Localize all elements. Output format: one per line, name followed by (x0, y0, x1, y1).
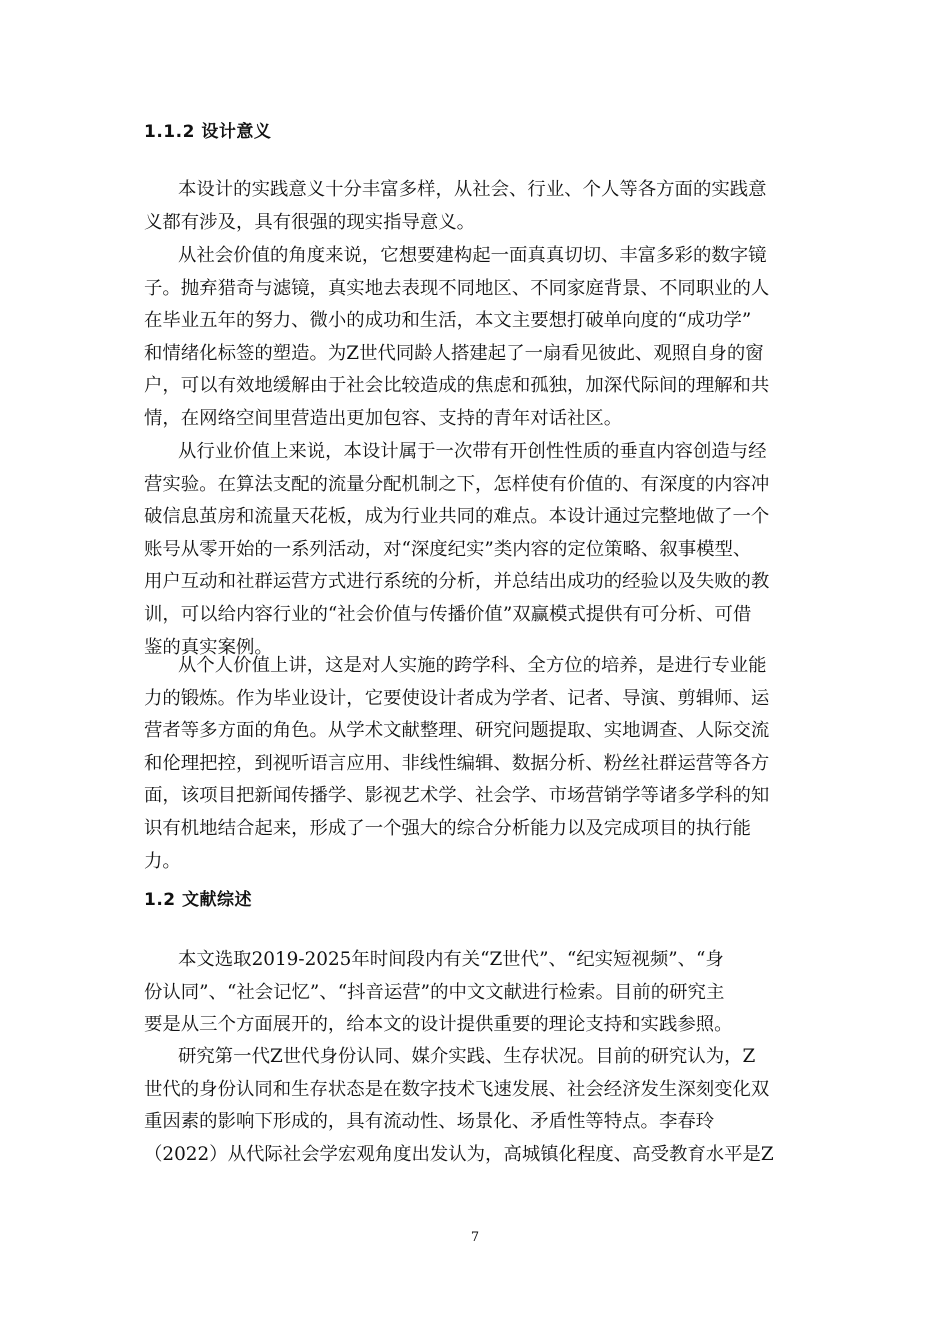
paragraph-practical-significance (144, 174, 808, 239)
text-line: 力的锻炼。作为毕业设计，它要使设计者成为学者、记者、导演、剪辑师、运 (144, 687, 770, 709)
section-heading-1-1-2: 1.1.2 设计意义 (144, 122, 272, 142)
text-line: 从社会价值的角度来说，它想要建构起一面真真切切、丰富多彩的数字镜 (178, 245, 767, 266)
text-line: 本设计的实践意义十分丰富多样，从社会、行业、个人等各方面的实践意 (178, 179, 767, 200)
text-line: 训，可以给内容行业的“社会价值与传播价值”双赢模式提供有可分析、可借 (144, 603, 752, 625)
text-line: 账号从零开始的一系列活动，对“深度纪实”类内容的定位策略、叙事模型、 (144, 538, 752, 560)
paragraph-industry-value (144, 436, 808, 664)
text-line: 要是从三个方面展开的，给本文的设计提供重要的理论支持和实践参照。 (144, 1014, 733, 1036)
text-line: 子。抛弃猎奇与滤镜，真实地去表现不同地区、不同家庭背景、不同职业的人 (144, 277, 770, 299)
text-line: 重因素的影响下形成的，具有流动性、场景化、矛盾性等特点。李春玲 (144, 1111, 715, 1133)
text-line: 研究第一代Z世代身份认同、媒介实践、生存状况。目前的研究认为，Z (178, 1046, 756, 1067)
text-line: 鉴的真实案例。 (144, 636, 273, 658)
paragraph-personal-value (144, 650, 808, 878)
paragraph-literature-scope (144, 944, 808, 1042)
text-line: 世代的身份认同和生存状态是在数字技术飞速发展、社会经济发生深刻变化双 (144, 1078, 770, 1100)
text-line: 力。 (144, 850, 181, 872)
paragraph-z-generation-research (144, 1041, 808, 1171)
text-line: 从行业价值上来说，本设计属于一次带有开创性性质的垂直内容创造与经 (178, 441, 767, 462)
text-line: 义都有涉及，具有很强的现实指导意义。 (144, 211, 476, 233)
text-line: 识有机地结合起来，形成了一个强大的综合分析能力以及完成项目的执行能 (144, 817, 751, 839)
text-line: 份认同”、“社会记忆”、“抖音运营”的中文文献进行检索。目前的研究主 (144, 981, 725, 1003)
text-line: 情，在网络空间里营造出更加包容、支持的青年对话社区。 (144, 407, 623, 429)
text-line: （2022）从代际社会学宏观角度出发认为，高城镇化程度、高受教育水平是Z (144, 1143, 774, 1165)
text-line: 面，该项目把新闻传播学、影视艺术学、社会学、市场营销学等诸多学科的知 (144, 785, 770, 807)
text-line: 营实验。在算法支配的流量分配机制之下，怎样使有价值的、有深度的内容冲 (144, 473, 770, 495)
text-line: 本文选取2019-2025年时间段内有关“Z世代”、“纪实短视频”、“身 (178, 949, 724, 970)
section-heading-1-2: 1.2 文献综述 (144, 890, 253, 910)
text-line: 营者等多方面的角色。从学术文献整理、研究问题提取、实地调查、人际交流 (144, 720, 770, 742)
text-line: 从个人价值上讲，这是对人实施的跨学科、全方位的培养，是进行专业能 (178, 655, 767, 676)
text-line: 和情绪化标签的塑造。为Z世代同龄人搭建起了一扇看见彼此、观照自身的窗 (144, 342, 764, 364)
text-line: 在毕业五年的努力、微小的成功和生活，本文主要想打破单向度的“成功学” (144, 310, 752, 332)
page-number: 7 (470, 1230, 480, 1245)
text-line: 用户互动和社群运营方式进行系统的分析，并总结出成功的经验以及失败的教 (144, 571, 770, 593)
text-line: 和伦理把控，到视听语言应用、非线性编辑、数据分析、粉丝社群运营等各方 (144, 752, 770, 774)
text-line: 户，可以有效地缓解由于社会比较造成的焦虑和孤独，加深代际间的理解和共 (144, 375, 770, 397)
text-line: 破信息茧房和流量天花板，成为行业共同的难点。本设计通过完整地做了一个 (144, 506, 770, 528)
paragraph-social-value (144, 240, 808, 436)
